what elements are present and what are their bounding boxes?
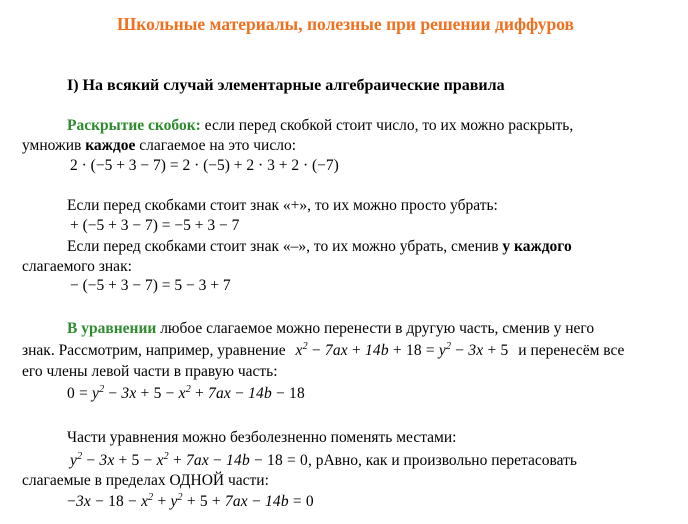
equation-term: В уравнении (67, 320, 157, 337)
formula-plus: + (−5 + 3 − 7) = −5 + 3 − 7 (70, 217, 240, 234)
equation-paragraph-line1 (67, 319, 594, 339)
equation-paragraph-line2 (22, 341, 624, 361)
shuffle-terms-text: слагаемые в пределах ОДНОЙ части: (22, 472, 269, 489)
minus-sign-rule-line1 (67, 237, 572, 257)
swap-sides-text: Части уравнения можно безболезненно поменять местами: (67, 429, 457, 446)
brackets-paragraph-line2 (22, 136, 296, 156)
swap-sides-line (70, 451, 577, 471)
emphasis-each: каждое (85, 137, 136, 154)
brackets-term: Раскрытие скобок: (67, 117, 201, 134)
brackets-line2-post: слагаемое на это число: (135, 137, 297, 154)
formula-distributive: 2 · (−5 + 3 − 7) = 2 · (−5) + 2 · 3 + 2 · (−7) (70, 157, 339, 174)
minus-rule-pre: Если перед скобками стоит знак «–», то их можно убрать, сменив (67, 238, 503, 255)
formula-moved-to-right: $0 = y^2 - 3x + 5 - x^2 + 7ax - 14b - 18$ (67, 384, 305, 402)
section-heading: I) На всякий случай элементарные алгебраические правила (67, 77, 505, 94)
formula-shuffled: $-3x - 18 - x^2 + y^2 + 5 + 7ax - 14b = 0$ (67, 492, 314, 510)
equation-paragraph-line3: его члены левой части в правую часть: (22, 363, 278, 380)
brackets-rule-text: если перед скобкой стоит число, то их можно раскрыть, (200, 117, 574, 134)
plus-sign-rule: Если перед скобками стоит знак «+», то их можно просто убрать: (67, 197, 498, 214)
equation-rule-text: любое слагаемое можно перенести в другую часть, сменив у него (156, 320, 595, 337)
formula-example-equation: $x^2 - 7ax + 14b + 18 = y^2 - 3x + 5$ (295, 341, 509, 359)
equation-line2-post: и перенесём все (518, 342, 625, 359)
formula-swapped: $y^2 - 3x + 5 - x^2 + 7ax - 14b - 18 = 0$ (70, 451, 308, 469)
page-title: Школьные материалы, полезные при решении диффуров (117, 14, 574, 34)
minus-sign-rule-line2: слагаемого знак: (22, 258, 132, 275)
swap-post-text: , рАвно, как и произвольно перетасовать (307, 452, 577, 469)
formula-minus: − (−5 + 3 − 7) = 5 − 3 + 7 (70, 277, 231, 294)
equation-line2-pre: знак. Рассмотрим, например, уравнение (22, 342, 286, 359)
emphasis-each-term: у каждого (502, 238, 572, 255)
brackets-paragraph-line1 (67, 116, 573, 136)
brackets-line2-pre: умножив (22, 137, 86, 154)
